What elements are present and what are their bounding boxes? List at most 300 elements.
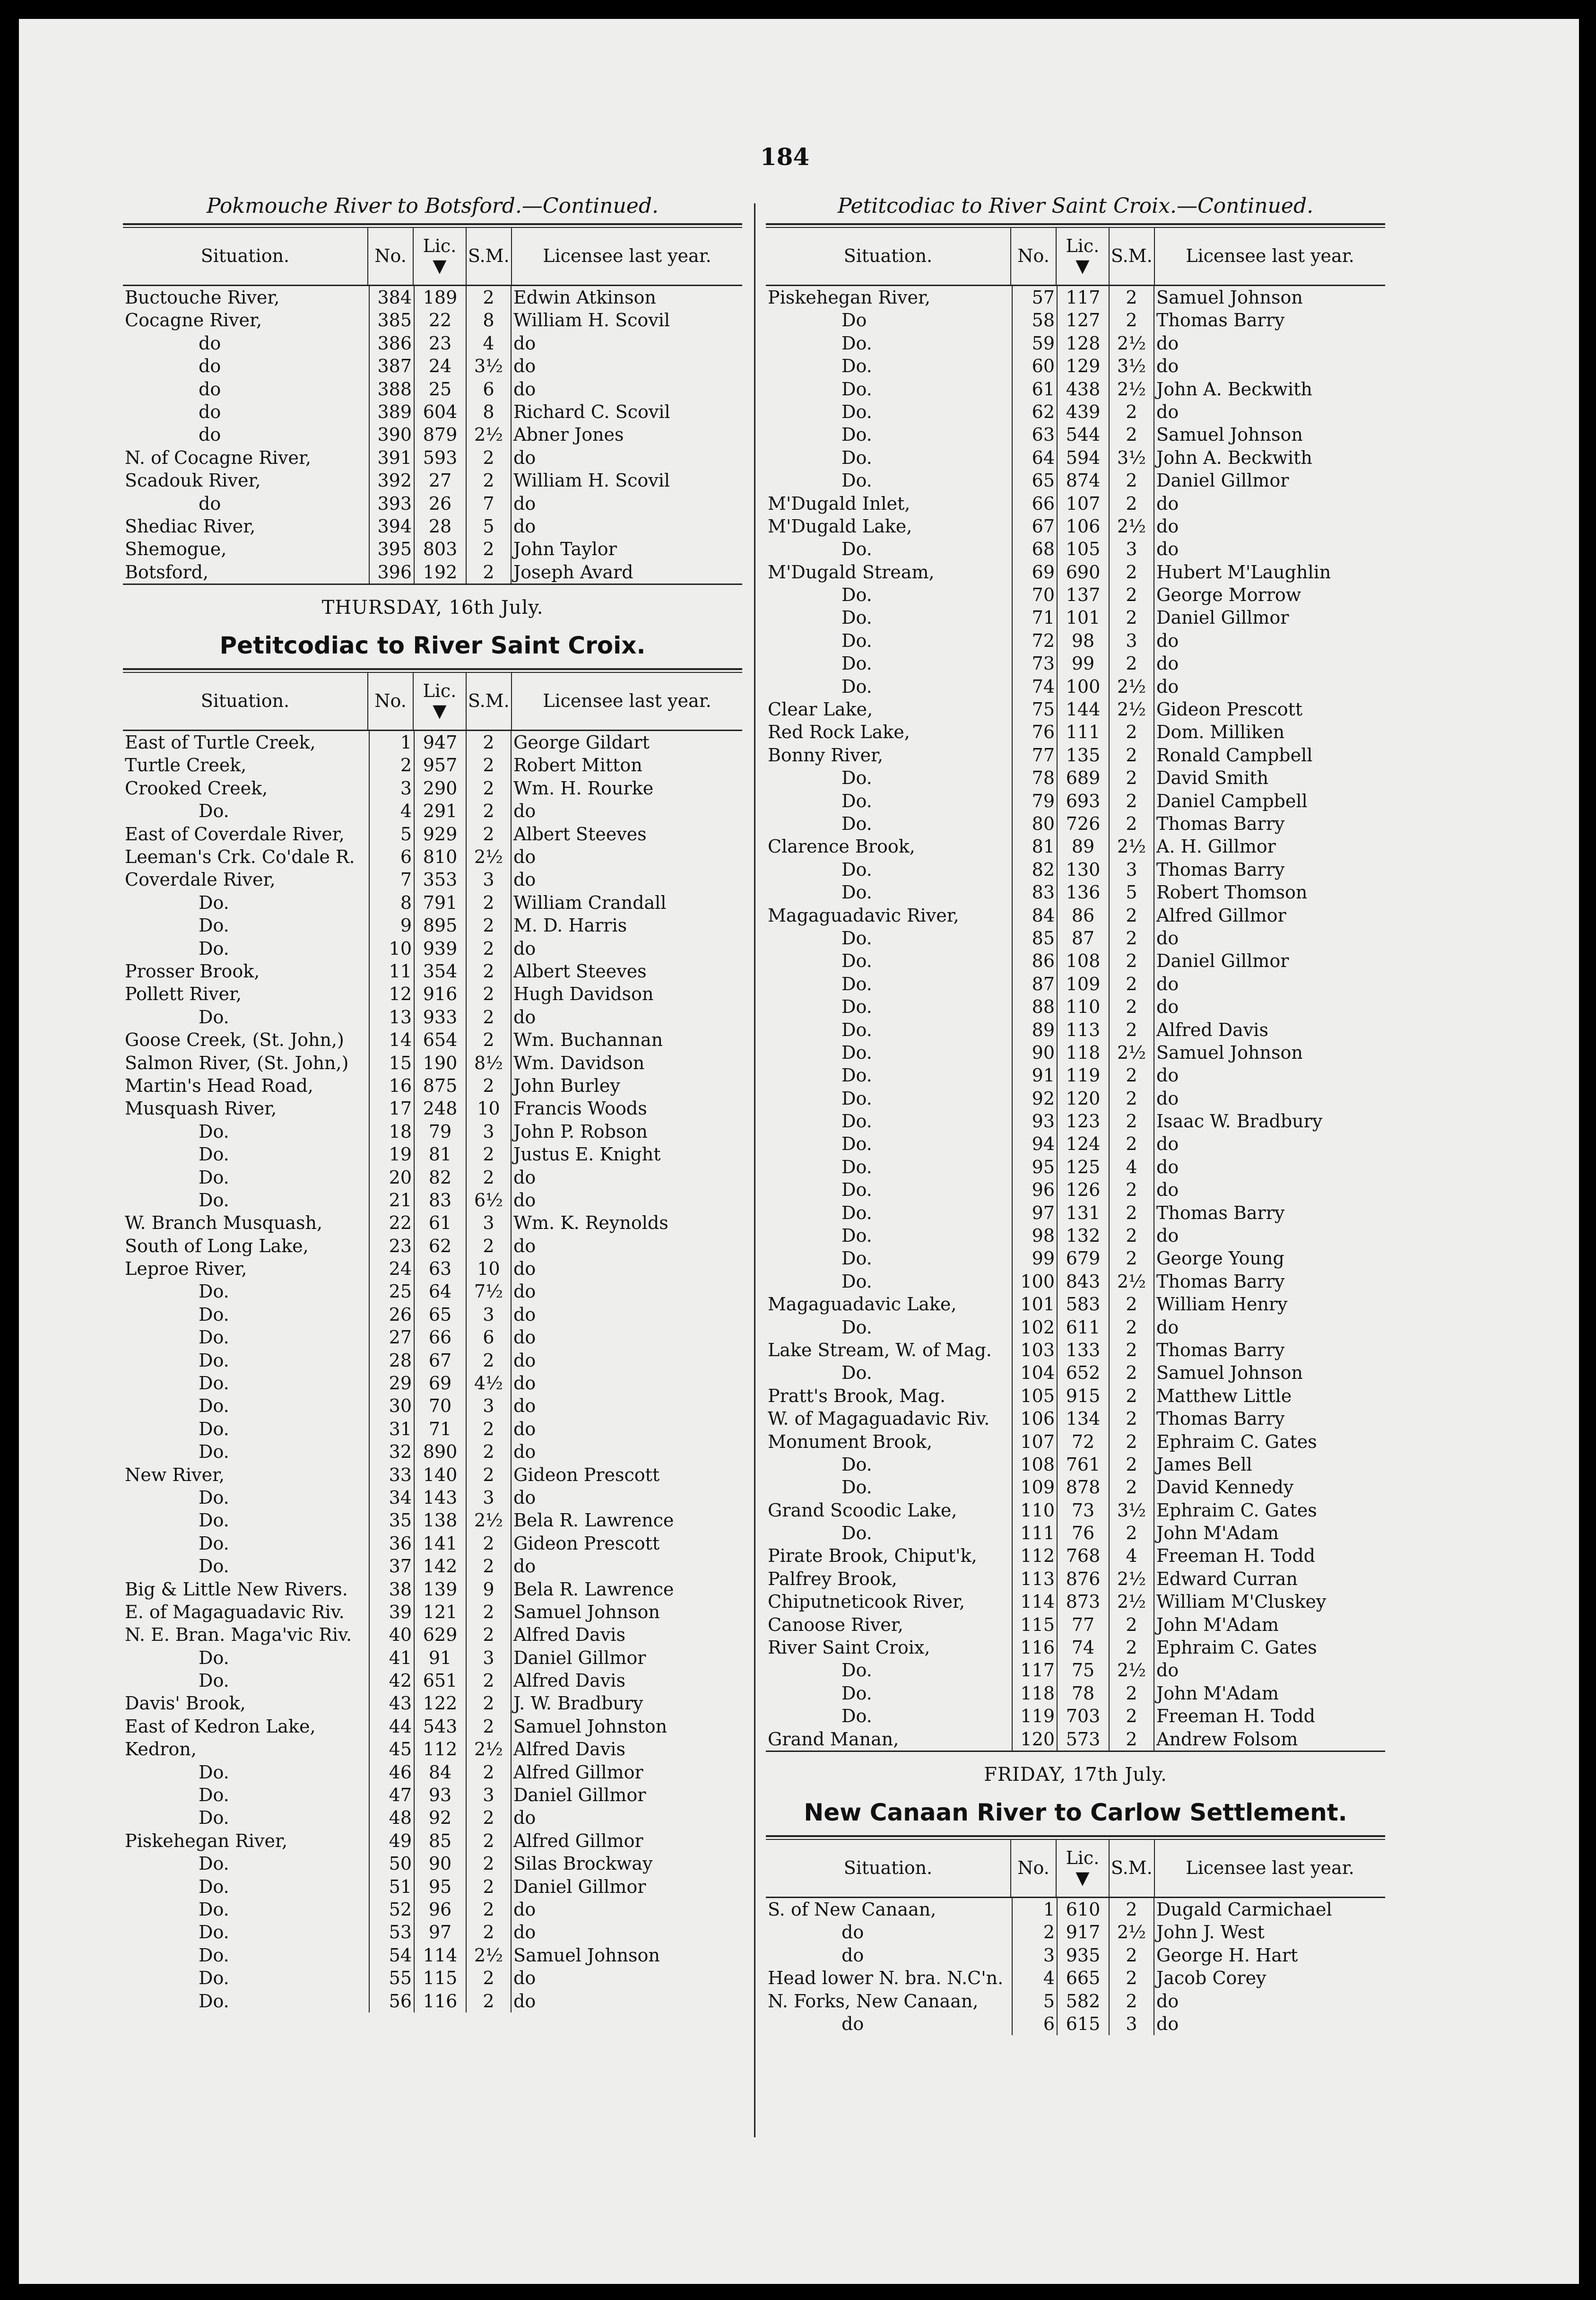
cell-sm: 2 [1109, 1944, 1154, 1967]
cell-no: 10 [369, 937, 414, 960]
cell-no: 9 [369, 914, 414, 937]
table-row [766, 355, 1385, 377]
cell-sm: 2 [1109, 652, 1154, 675]
table-row [123, 1715, 742, 1738]
cell-licensee: Alfred Gillmor [1154, 904, 1385, 927]
table-row [123, 868, 742, 891]
cell-sm: 2½ [466, 423, 511, 446]
table-row [123, 1349, 742, 1372]
cell-lic: 843 [1057, 1270, 1109, 1293]
cell-sm: 3 [1109, 538, 1154, 560]
cell-licensee: Justus E. Knight [511, 1143, 742, 1166]
cell-licensee: John M'Adam [1154, 1522, 1385, 1544]
table-rule [123, 668, 742, 673]
cell-situation: Do. [841, 1225, 872, 1246]
cell-lic: 878 [1057, 1476, 1109, 1498]
table-row [766, 767, 1385, 789]
cell-no: 109 [1012, 1476, 1057, 1498]
cell-lic: 26 [414, 492, 466, 515]
cell-licensee: William Crandall [511, 891, 742, 914]
header-no: No. [1010, 1840, 1056, 1897]
cell-no: 18 [369, 1120, 414, 1143]
cell-licensee: Dom. Milliken [1154, 721, 1385, 743]
cell-sm: 8½ [466, 1052, 511, 1074]
cell-situation: do [199, 493, 221, 514]
cell-no: 118 [1012, 1682, 1057, 1705]
cell-lic: 128 [1057, 332, 1109, 355]
cell-lic: 611 [1057, 1316, 1109, 1339]
cell-no: 50 [369, 1852, 414, 1875]
cell-sm: 10 [466, 1257, 511, 1280]
cell-licensee: Jacob Corey [1154, 1967, 1385, 1989]
cell-licensee: Silas Brockway [511, 1852, 742, 1875]
cell-lic: 69 [414, 1372, 466, 1394]
table-row [766, 378, 1385, 401]
cell-licensee: William H. Scovil [511, 469, 742, 492]
cell-licensee: Edward Curran [1154, 1568, 1385, 1590]
table-row [766, 1270, 1385, 1293]
cell-licensee: do [511, 355, 742, 377]
cell-no: 394 [369, 515, 414, 538]
cell-situation: Do. [841, 1706, 872, 1727]
cell-no: 104 [1012, 1361, 1057, 1384]
cell-no: 100 [1012, 1270, 1057, 1293]
cell-licensee: do [1154, 2012, 1385, 2035]
cell-sm: 2 [466, 1074, 511, 1097]
table-row [123, 1257, 742, 1280]
cell-licensee: Alfred Davis [1154, 1019, 1385, 1041]
cell-situation: Chiputneticook River, [768, 1591, 965, 1612]
cell-situation: W. of Magaguadavic Riv. [768, 1408, 990, 1429]
header-situation: Situation. [843, 1857, 933, 1879]
cell-no: 103 [1012, 1339, 1057, 1361]
cell-situation: Do. [841, 1088, 872, 1109]
cell-sm: 8 [466, 401, 511, 423]
cell-sm: 3 [466, 1647, 511, 1669]
cell-lic: 125 [1057, 1156, 1109, 1178]
cell-lic: 439 [1057, 401, 1109, 423]
cell-no: 62 [1012, 401, 1057, 423]
cell-lic: 143 [414, 1486, 466, 1509]
cell-lic: 873 [1057, 1590, 1109, 1613]
cell-lic: 895 [414, 914, 466, 937]
cell-situation: Do. [841, 1454, 872, 1475]
table-body-right-b [766, 1898, 1385, 2035]
cell-situation: Do. [841, 584, 872, 606]
cell-no: 2 [369, 754, 414, 776]
cell-situation: Do. [199, 1922, 229, 1943]
cell-sm: 3 [1109, 858, 1154, 881]
cell-licensee: John M'Adam [1154, 1682, 1385, 1705]
cell-sm: 2 [1109, 721, 1154, 743]
cell-situation: E. of Magaguadavic Riv. [125, 1601, 345, 1622]
cell-lic: 582 [1057, 1990, 1109, 2012]
cell-situation: Buctouche River, [125, 287, 280, 308]
cell-licensee: do [1154, 1659, 1385, 1681]
cell-licensee: Samuel Johnston [511, 1715, 742, 1738]
cell-situation: Do. [199, 938, 229, 959]
cell-lic: 122 [414, 1692, 466, 1715]
cell-no: 385 [369, 309, 414, 331]
table-row [123, 845, 742, 868]
cell-situation: Scadouk River, [125, 470, 261, 491]
cell-licensee: Wm. H. Rourke [511, 777, 742, 800]
cell-situation: do [199, 332, 221, 354]
table-row [123, 401, 742, 423]
cell-licensee: do [511, 1921, 742, 1943]
cell-sm: 7 [466, 492, 511, 515]
cell-sm: 2 [466, 1990, 511, 2012]
cell-situation: do [199, 424, 221, 445]
cell-lic: 947 [414, 731, 466, 754]
table-row [123, 1464, 742, 1486]
cell-situation: Do. [841, 1362, 872, 1384]
cell-lic: 70 [414, 1394, 466, 1417]
cell-licensee: Ephraim C. Gates [1154, 1499, 1385, 1522]
cell-no: 97 [1012, 1202, 1057, 1224]
cell-sm: 2½ [1109, 1659, 1154, 1681]
cell-situation: Piskehegan River, [125, 1830, 288, 1851]
cell-lic: 112 [414, 1738, 466, 1760]
cell-lic: 87 [1057, 927, 1109, 950]
cell-sm: 2 [466, 1418, 511, 1440]
table-row [766, 995, 1385, 1018]
cell-no: 3 [369, 777, 414, 800]
cell-situation: Do. [841, 607, 872, 628]
table-header [766, 1840, 1385, 1898]
cell-situation: Do [841, 310, 867, 331]
cell-sm: 2½ [1109, 835, 1154, 858]
cell-sm: 2 [466, 731, 511, 754]
cell-no: 19 [369, 1143, 414, 1166]
cell-situation: Grand Manan, [768, 1728, 899, 1750]
cell-lic: 890 [414, 1440, 466, 1463]
cell-no: 88 [1012, 995, 1057, 1018]
cell-situation: Pratt's Brook, Mag. [768, 1385, 945, 1406]
cell-licensee: Daniel Gillmor [1154, 469, 1385, 492]
cell-sm: 2 [1109, 309, 1154, 331]
cell-lic: 86 [1057, 904, 1109, 927]
cell-licensee: do [1154, 401, 1385, 423]
cell-lic: 543 [414, 1715, 466, 1738]
table-row [123, 492, 742, 515]
cell-lic: 61 [414, 1211, 466, 1234]
cell-licensee: Robert Thomson [1154, 881, 1385, 904]
header-sm: S.M. [1109, 228, 1154, 285]
cell-sm: 2 [1109, 1613, 1154, 1636]
cell-situation: New River, [125, 1464, 225, 1485]
cell-sm: 9 [466, 1578, 511, 1601]
table-row [123, 1303, 742, 1326]
cell-lic: 665 [1057, 1967, 1109, 1989]
cell-sm: 3½ [1109, 1499, 1154, 1522]
table-row [123, 1372, 742, 1394]
cell-situation: Do. [199, 1785, 229, 1806]
cell-sm: 2 [466, 1166, 511, 1189]
cell-lic: 690 [1057, 561, 1109, 584]
cell-situation: Do. [841, 790, 872, 811]
cell-licensee: do [511, 868, 742, 891]
cell-no: 4 [369, 800, 414, 822]
table-row [123, 1578, 742, 1601]
cell-sm: 2 [466, 1464, 511, 1486]
cell-lic: 875 [414, 1074, 466, 1097]
cell-lic: 90 [414, 1852, 466, 1875]
cell-lic: 118 [1057, 1041, 1109, 1064]
cell-licensee: Samuel Johnson [1154, 423, 1385, 446]
table-row [123, 731, 742, 754]
cell-situation: Do. [841, 1133, 872, 1155]
cell-sm: 5 [1109, 881, 1154, 904]
table-row [766, 1636, 1385, 1659]
cell-lic: 93 [414, 1784, 466, 1806]
cell-sm: 2 [1109, 1247, 1154, 1270]
table-row [123, 1990, 742, 2012]
table-row [766, 1921, 1385, 1943]
cell-sm: 2 [466, 1761, 511, 1784]
cell-licensee: Daniel Gillmor [511, 1784, 742, 1806]
cell-sm: 2 [1109, 812, 1154, 835]
cell-lic: 142 [414, 1555, 466, 1577]
cell-licensee: Daniel Gillmor [1154, 950, 1385, 972]
cell-lic: 791 [414, 891, 466, 914]
cell-no: 37 [369, 1555, 414, 1577]
table-header [123, 673, 742, 731]
cell-situation: Do. [841, 950, 872, 972]
cell-situation: Do. [199, 801, 229, 822]
cell-lic: 573 [1057, 1728, 1109, 1751]
table-row [766, 469, 1385, 492]
cell-lic: 615 [1057, 2012, 1109, 2035]
cell-situation: do [841, 1922, 864, 1943]
cell-no: 119 [1012, 1705, 1057, 1727]
page-number: 184 [760, 143, 810, 171]
header-no: No. [367, 673, 413, 730]
column-divider [754, 203, 755, 2137]
cell-no: 40 [369, 1623, 414, 1646]
cell-situation: M'Dugald Stream, [768, 561, 935, 583]
cell-situation: Do. [841, 1111, 872, 1132]
cell-situation: Do. [199, 1418, 229, 1439]
cell-licensee: do [1154, 995, 1385, 1018]
table-row [766, 927, 1385, 950]
cell-no: 89 [1012, 1019, 1057, 1041]
cell-no: 2 [1012, 1921, 1057, 1943]
cell-no: 59 [1012, 332, 1057, 355]
cell-licensee: J. W. Bradbury [511, 1692, 742, 1715]
cell-no: 44 [369, 1715, 414, 1738]
cell-licensee: Alfred Davis [511, 1738, 742, 1760]
table-row [766, 2012, 1385, 2035]
table-row [766, 721, 1385, 743]
cell-no: 1 [1012, 1898, 1057, 1921]
table-row [766, 1476, 1385, 1498]
table-header [766, 228, 1385, 286]
table-row [123, 378, 742, 401]
table-row [123, 983, 742, 1005]
cell-licensee: Freeman H. Todd [1154, 1705, 1385, 1727]
cell-no: 33 [369, 1464, 414, 1486]
cell-no: 60 [1012, 355, 1057, 377]
cell-sm: 2 [466, 1715, 511, 1738]
cell-no: 52 [369, 1898, 414, 1921]
table-row [123, 1692, 742, 1715]
header-lic: Lic. ▼ [1056, 1840, 1108, 1897]
cell-no: 93 [1012, 1110, 1057, 1133]
cell-licensee: do [1154, 1990, 1385, 2012]
table-row [766, 1110, 1385, 1133]
cell-sm: 2 [1109, 1522, 1154, 1544]
table-row [766, 652, 1385, 675]
cell-licensee: Hugh Davidson [511, 983, 742, 1005]
cell-sm: 3 [466, 1486, 511, 1509]
cell-no: 66 [1012, 492, 1057, 515]
table-row [766, 1705, 1385, 1727]
table-row [766, 790, 1385, 812]
cell-situation: Do. [199, 1327, 229, 1348]
cell-no: 5 [1012, 1990, 1057, 2012]
table-row [766, 492, 1385, 515]
table-row [123, 914, 742, 937]
cell-licensee: do [511, 1349, 742, 1372]
cell-sm: 2 [1109, 904, 1154, 927]
cell-sm: 2 [466, 960, 511, 983]
cell-sm: 2½ [1109, 1590, 1154, 1613]
cell-lic: 124 [1057, 1133, 1109, 1155]
cell-licensee: do [1154, 1133, 1385, 1155]
cell-situation: Cocagne River, [125, 310, 262, 331]
cell-lic: 119 [1057, 1064, 1109, 1087]
cell-situation: Do. [199, 1990, 229, 2012]
cell-lic: 604 [414, 401, 466, 423]
cell-lic: 957 [414, 754, 466, 776]
cell-licensee: do [511, 1006, 742, 1028]
cell-no: 56 [369, 1990, 414, 2012]
cell-sm: 6 [466, 1326, 511, 1349]
cell-sm: 2 [466, 1555, 511, 1577]
cell-sm: 4½ [466, 1372, 511, 1394]
cell-sm: 2 [466, 1669, 511, 1692]
cell-situation: Davis' Brook, [125, 1693, 246, 1714]
table-row [123, 1623, 742, 1646]
cell-licensee: Gideon Prescott [511, 1532, 742, 1555]
table-row [123, 1806, 742, 1829]
cell-sm: 4 [1109, 1544, 1154, 1567]
cell-sm: 2 [1109, 1178, 1154, 1201]
cell-lic: 63 [414, 1257, 466, 1280]
cell-situation: Do. [199, 1189, 229, 1211]
cell-licensee: Samuel Johnson [1154, 1041, 1385, 1064]
cell-lic: 113 [1057, 1019, 1109, 1041]
table-row [766, 858, 1385, 881]
cell-lic: 192 [414, 561, 466, 584]
cell-lic: 248 [414, 1097, 466, 1120]
cell-licensee: Matthew Little [1154, 1385, 1385, 1407]
cell-licensee: Gideon Prescott [511, 1464, 742, 1486]
table-row [123, 515, 742, 538]
cell-no: 85 [1012, 927, 1057, 950]
cell-lic: 703 [1057, 1705, 1109, 1727]
table-row [766, 1156, 1385, 1178]
cell-no: 389 [369, 401, 414, 423]
cell-sm: 2 [466, 891, 511, 914]
cell-licensee: Thomas Barry [1154, 1270, 1385, 1293]
cell-situation: Magaguadavic River, [768, 905, 959, 926]
table-row [766, 1430, 1385, 1453]
cell-sm: 2 [466, 1349, 511, 1372]
cell-situation: Do. [841, 1271, 872, 1292]
cell-situation: Do. [199, 915, 229, 936]
cell-sm: 2 [466, 1967, 511, 1989]
cell-lic: 97 [414, 1921, 466, 1943]
cell-no: 15 [369, 1052, 414, 1074]
cell-licensee: do [511, 1235, 742, 1257]
cell-licensee: do [1154, 652, 1385, 675]
cell-no: 106 [1012, 1407, 1057, 1430]
cell-situation: Do. [199, 1304, 229, 1325]
cell-sm: 2 [466, 937, 511, 960]
table-row [123, 1074, 742, 1097]
cell-lic: 114 [414, 1944, 466, 1967]
cell-situation: Do. [199, 892, 229, 913]
table-row [123, 1532, 742, 1555]
cell-licensee: Albert Steeves [511, 823, 742, 845]
table-row [123, 1006, 742, 1028]
cell-lic: 116 [414, 1990, 466, 2012]
cell-lic: 28 [414, 515, 466, 538]
cell-situation: Prosser Brook, [125, 960, 260, 982]
cell-sm: 10 [466, 1097, 511, 1120]
section-title-left: Petitcodiac to River Saint Croix. [219, 632, 646, 660]
cell-no: 39 [369, 1601, 414, 1623]
cell-situation: Do. [841, 470, 872, 491]
cell-lic: 133 [1057, 1339, 1109, 1361]
cell-no: 114 [1012, 1590, 1057, 1613]
cell-sm: 2 [466, 469, 511, 492]
cell-sm: 2 [1109, 286, 1154, 309]
cell-licensee: Thomas Barry [1154, 1407, 1385, 1430]
cell-lic: 76 [1057, 1522, 1109, 1544]
cell-lic: 935 [1057, 1944, 1109, 1967]
cell-lic: 65 [414, 1303, 466, 1326]
cell-no: 76 [1012, 721, 1057, 743]
cell-lic: 74 [1057, 1636, 1109, 1659]
cell-no: 86 [1012, 950, 1057, 972]
cell-no: 391 [369, 446, 414, 469]
cell-licensee: do [1154, 1087, 1385, 1110]
cell-sm: 2 [1109, 973, 1154, 995]
cell-sm: 2 [466, 1806, 511, 1829]
cell-sm: 2½ [1109, 378, 1154, 401]
cell-situation: Do. [841, 1202, 872, 1223]
cell-lic: 132 [1057, 1224, 1109, 1247]
table-row [123, 1784, 742, 1806]
cell-sm: 2 [1109, 492, 1154, 515]
cell-situation: Do. [841, 630, 872, 651]
cell-licensee: George Gildart [511, 731, 742, 754]
table-row [123, 1394, 742, 1417]
cell-situation: Do. [841, 332, 872, 354]
table-row [766, 1990, 1385, 2012]
cell-no: 73 [1012, 652, 1057, 675]
cell-lic: 810 [414, 845, 466, 868]
table-row [123, 1440, 742, 1463]
cell-situation: Do. [199, 1761, 229, 1783]
cell-licensee: George H. Hart [1154, 1944, 1385, 1967]
table-row [766, 1590, 1385, 1613]
cell-lic: 879 [414, 423, 466, 446]
cell-licensee: John Taylor [511, 538, 742, 560]
